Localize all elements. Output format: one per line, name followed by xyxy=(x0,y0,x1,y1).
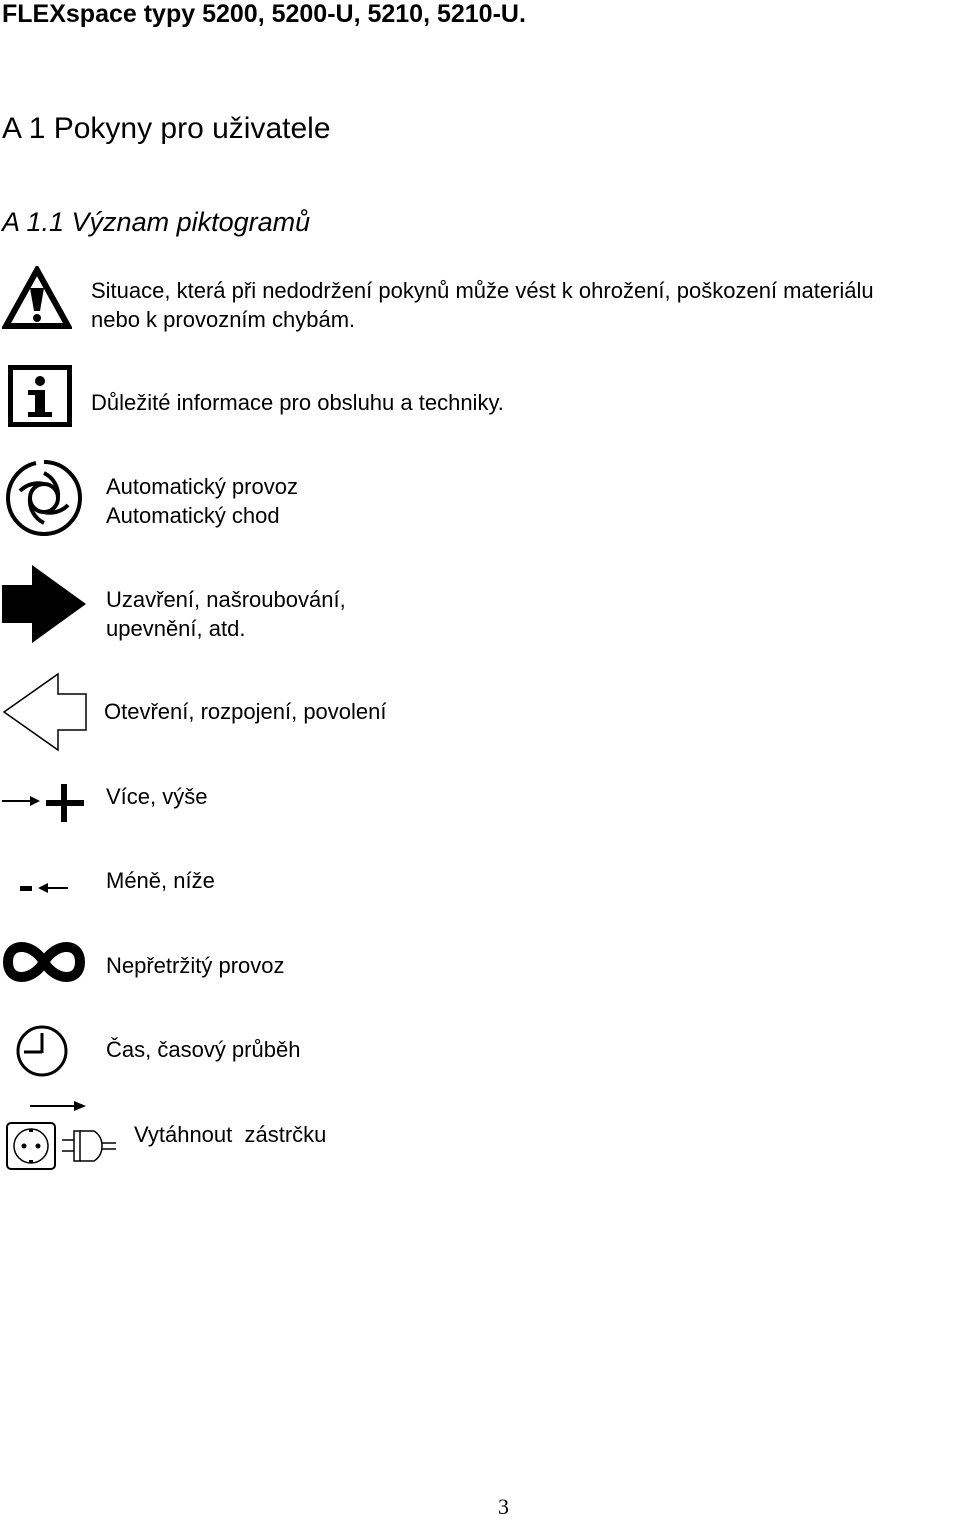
description-line: upevnění, atd. xyxy=(106,616,246,641)
unplug-icon xyxy=(2,1098,120,1174)
info-description xyxy=(91,388,504,417)
warning-description xyxy=(91,276,874,334)
info-icon xyxy=(8,365,72,427)
automatic-mode-icon xyxy=(2,455,86,541)
more-description xyxy=(106,782,207,811)
page-number: 3 xyxy=(498,1494,509,1519)
closing-description xyxy=(106,585,346,643)
description-line: Důležité informace pro obsluhu a techniky. xyxy=(91,390,504,415)
infinity-icon xyxy=(2,934,86,990)
description-line: nebo k provozním chybám. xyxy=(91,307,356,332)
section-heading: A 1 Pokyny pro uživatele xyxy=(2,112,331,145)
description-line: Více, výše xyxy=(106,784,208,809)
document-title: FLEXspace typy 5200, 5200-U, 5210, 5210-U. xyxy=(2,0,526,28)
continuous-description xyxy=(106,951,285,980)
arrow-plus-icon xyxy=(2,780,88,824)
clock-icon xyxy=(14,1023,70,1079)
description-line: Situace, která při nedodržení pokynů může vést k ohrožení, poškození materiálu xyxy=(91,278,874,303)
opening-description xyxy=(104,697,387,726)
description-line: Otevření, rozpojení, povolení xyxy=(104,699,387,724)
description-line: Automatický provoz xyxy=(106,474,298,499)
description-line: Automatický chod xyxy=(106,503,280,528)
outline-arrow-left-icon xyxy=(2,672,88,752)
automatic-mode-description xyxy=(106,472,298,530)
description-line: Uzavření, našroubování, xyxy=(106,587,346,612)
subsection-heading: A 1.1 Význam piktogramů xyxy=(2,207,311,237)
minus-arrow-icon xyxy=(18,878,70,898)
warning-triangle-icon xyxy=(2,266,72,330)
description-line: Čas, časový průběh xyxy=(106,1037,301,1062)
time-description xyxy=(106,1035,300,1064)
filled-arrow-right-icon xyxy=(2,565,88,643)
unplug-description xyxy=(134,1120,326,1149)
less-description xyxy=(106,866,215,895)
description-line: Méně, níže xyxy=(106,868,215,893)
description-line: Nepřetržitý provoz xyxy=(106,953,285,978)
description-line: Vytáhnout zástrčku xyxy=(134,1122,327,1147)
